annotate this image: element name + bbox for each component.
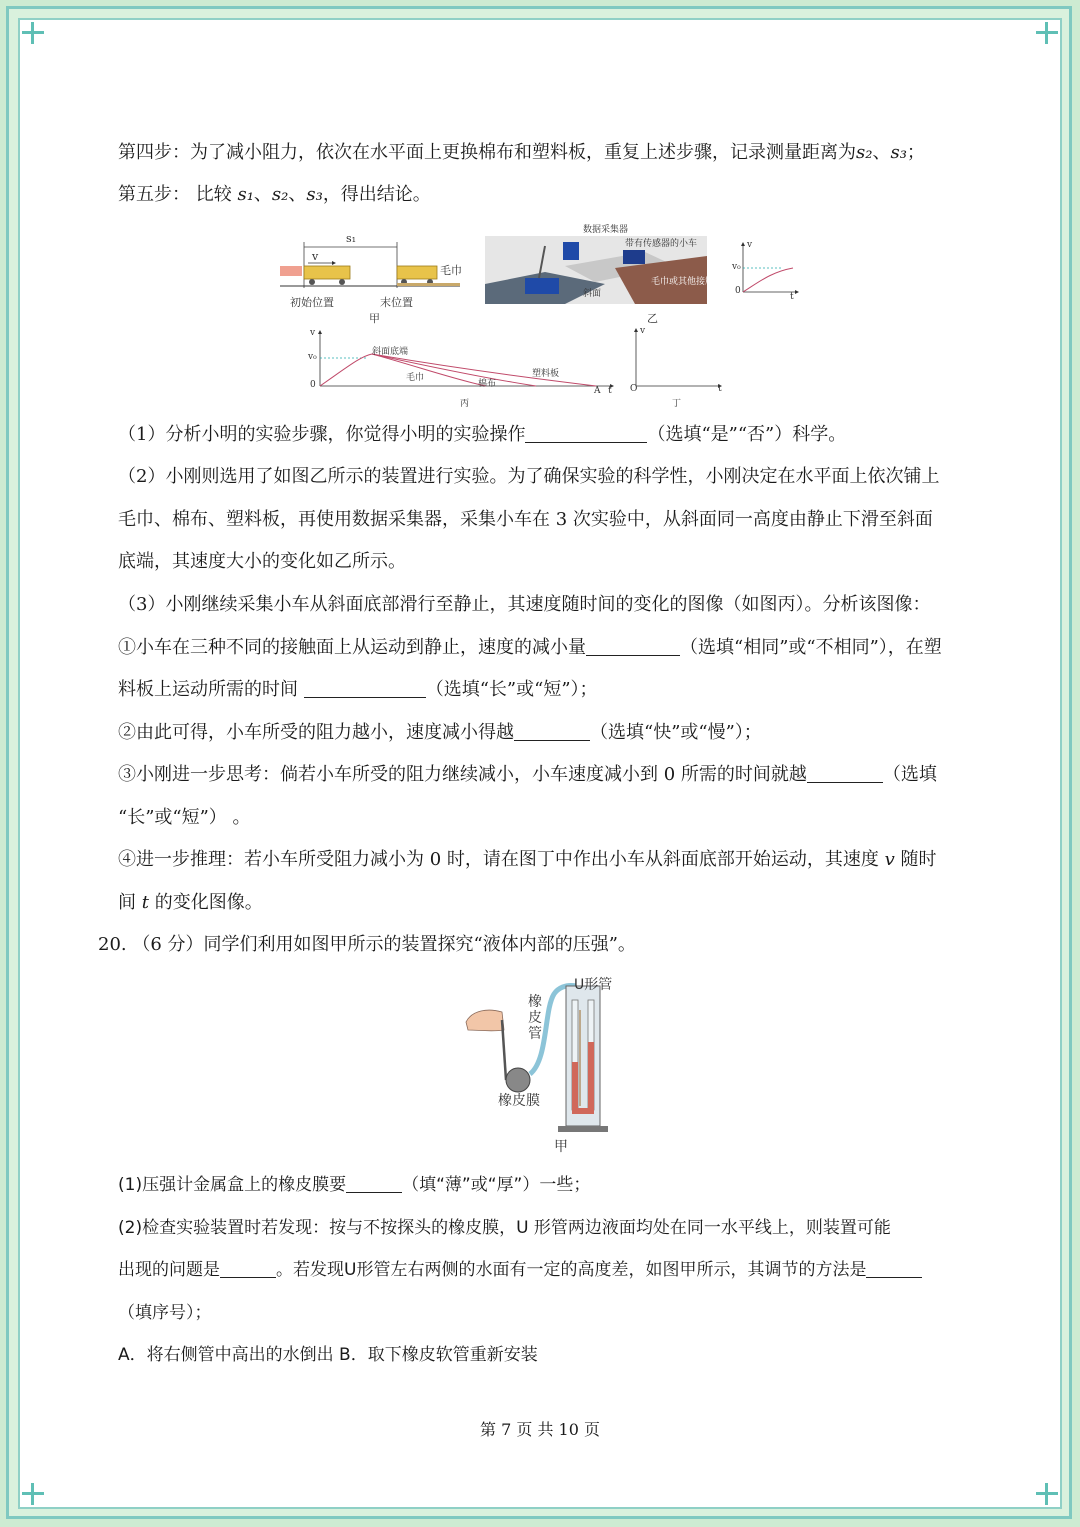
question-20-part-1: (1)压强计金属盒上的橡皮膜要 （填“薄”或“厚”）一些； — [118, 1172, 590, 1198]
question-3-sub-1: ①小车在三种不同的接触面上从运动到静止，速度的减小量 （选填“相同”或“不相同”），在塑 — [118, 637, 942, 658]
step5-line: 第五步： 比较 s₁、s₂、s₃，得出结论。 — [118, 184, 431, 205]
question-3-line-1: （3）小刚继续采集小车从斜面底部滑行至静止，其速度随时间的变化的图像（如图丙）。分析该图像： — [118, 594, 931, 615]
cart-end-icon — [397, 266, 437, 279]
cart-sensor-icon — [623, 250, 645, 264]
towel-curve — [372, 354, 486, 386]
question-2-line-2: 毛巾、棉布、塑料板，再使用数据采集器，采集小车在 3 次实验中，从斜面同一高度由静止下滑至斜面 — [118, 509, 933, 530]
corner-ornament — [1036, 1483, 1058, 1505]
question-2-line-1: （2）小刚则选用了如图乙所示的装置进行实验。为了确保实验的科学性，小刚决定在水平面上依次铺上 — [118, 466, 940, 487]
figure-bing: v v₀ 0 斜面底端 毛巾 棉布 塑料板 A t 丙 — [306, 328, 618, 408]
page-footer: 第 7 页 共 10 页 — [480, 1420, 600, 1439]
corner-ornament — [22, 1483, 44, 1505]
question-3-sub-4-cont: 间 t 的变化图像。 — [118, 892, 263, 913]
answer-blank[interactable] — [807, 762, 883, 783]
answer-blank[interactable] — [220, 1257, 276, 1278]
figure-u-tube: U形管 橡 皮 管 橡皮膜 甲 — [458, 970, 628, 1156]
collector-icon — [525, 278, 559, 294]
question-20-title: 20. （6 分）同学们利用如图甲所示的装置探究“液体内部的压强”。 — [98, 934, 636, 955]
answer-blank[interactable] — [586, 635, 680, 656]
figure-yi: 数据采集器 带有传感器的小车 斜面 毛巾或其他接触面 乙 v v₀ 0 t — [485, 222, 815, 326]
question-3-sub-1-cont: 料板上运动所需的时间 （选填“长”或“短”）； — [118, 679, 598, 700]
question-20-part-2: (2)检查实验装置时若发现：按与不按探头的橡皮膜，U 形管两边液面均处在同一水平线上，则装置可能 — [118, 1218, 891, 1238]
cotton-curve — [372, 354, 536, 386]
answer-blank[interactable] — [866, 1257, 922, 1278]
corner-ornament — [1036, 22, 1058, 44]
question-20-options: A．将右侧管中高出的水倒出 B．取下橡皮软管重新安装 — [118, 1345, 538, 1365]
step4-line: 第四步：为了减小阻力，依次在水平面上更换棉布和塑料板，重复上述步骤，记录测量距离为s₂、s₃； — [118, 142, 925, 163]
question-3-sub-4: ④进一步推理：若小车所受阻力减小为 0 时，请在图丁中作出小车从斜面底部开始运动，其速度 v 随时 — [118, 849, 937, 870]
question-3-sub-3-cont: “长”或“短”） 。 — [118, 807, 251, 828]
answer-blank[interactable] — [346, 1172, 402, 1193]
answer-blank[interactable] — [514, 720, 590, 741]
corner-ornament — [22, 22, 44, 44]
u-tube-drawing — [458, 970, 628, 1156]
probe-icon — [506, 1068, 530, 1092]
cart-start-icon — [304, 266, 350, 279]
hand-icon — [280, 266, 302, 276]
question-20-part-2-hint: （填序号）； — [118, 1303, 212, 1323]
answer-blank[interactable] — [525, 422, 647, 443]
figure-ding: v O t 丁 — [626, 326, 730, 408]
question-3-sub-2: ②由此可得，小车所受的阻力越小，速度减小得越 （选填“快”或“慢”）； — [118, 722, 762, 743]
answer-blank[interactable] — [304, 677, 426, 698]
question-3-sub-3: ③小刚进一步思考：倘若小车所受的阻力继续减小，小车速度减小到 0 所需的时间就越 （选填 — [118, 764, 937, 785]
hand-icon — [466, 1010, 504, 1031]
question-20-part-2-cont: 出现的问题是 。若发现U形管左右两侧的水面有一定的高度差，如图甲所示，其调节的方法是 — [118, 1257, 922, 1283]
question-1: （1）分析小明的实验步骤，你觉得小明的实验操作 （选填“是”“否”）科学。 — [118, 424, 847, 445]
question-2-line-3: 底端，其速度大小的变化如乙所示。 — [118, 551, 406, 572]
figure-jia: s₁ v 毛巾 初始位置 末位置 甲 — [280, 230, 470, 322]
